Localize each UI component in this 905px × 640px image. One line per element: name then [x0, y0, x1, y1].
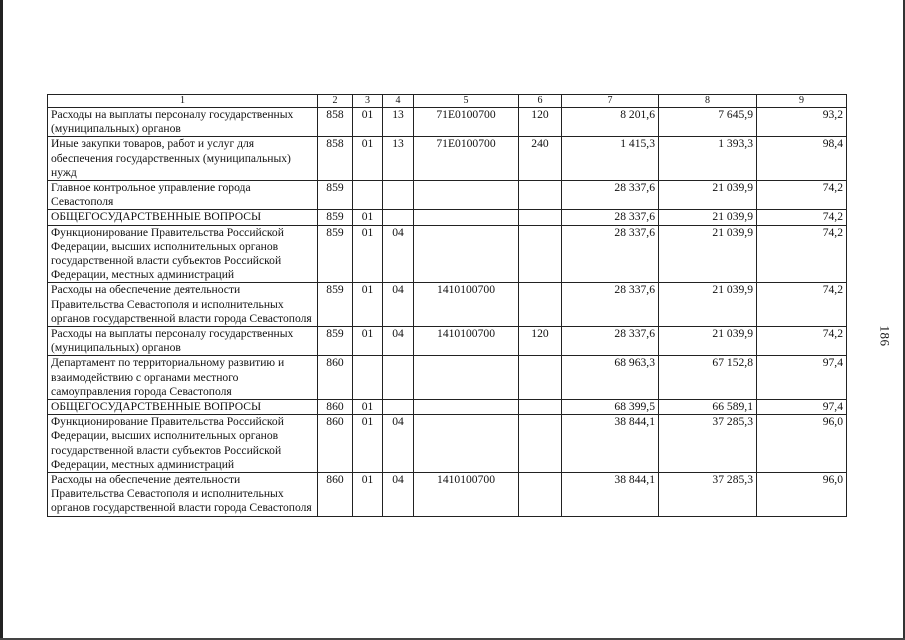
header-col-9: 9 [757, 95, 847, 108]
row-admin-code: 860 [318, 415, 353, 473]
row-planned: 1 415,3 [562, 137, 659, 181]
row-planned: 38 844,1 [562, 415, 659, 473]
row-admin-code: 859 [318, 181, 353, 210]
row-section: 01 [353, 137, 383, 181]
table-row [48, 415, 847, 473]
row-actual: 21 039,9 [659, 181, 757, 210]
row-admin-code: 860 [318, 356, 353, 400]
row-name: Функционирование Правительства Российской Федерации, высших исполнительных органов государственной власти субъектов Российской Федерации, местных администраций [48, 225, 318, 283]
table-row [48, 327, 847, 356]
table-row [48, 473, 847, 517]
row-planned: 28 337,6 [562, 283, 659, 327]
row-subsection: 13 [383, 108, 414, 137]
row-expense-type: 240 [519, 137, 562, 181]
row-expense-type [519, 415, 562, 473]
row-name: ОБЩЕГОСУДАРСТВЕННЫЕ ВОПРОСЫ [48, 400, 318, 415]
row-subsection [383, 400, 414, 415]
row-target-article [414, 181, 519, 210]
row-target-article [414, 210, 519, 225]
row-name: Главное контрольное управление города Севастополя [48, 181, 318, 210]
row-target-article: 1410100700 [414, 283, 519, 327]
row-admin-code: 859 [318, 225, 353, 283]
row-name: Иные закупки товаров, работ и услуг для обеспечения государственных (муниципальных) нужд [48, 137, 318, 181]
header-col-3: 3 [353, 95, 383, 108]
row-expense-type: 120 [519, 108, 562, 137]
row-actual: 21 039,9 [659, 210, 757, 225]
row-expense-type: 120 [519, 327, 562, 356]
row-section [353, 356, 383, 400]
row-target-article: 71Е0100700 [414, 108, 519, 137]
row-planned: 28 337,6 [562, 210, 659, 225]
header-col-1: 1 [48, 95, 318, 108]
row-name: Расходы на выплаты персоналу государственных (муниципальных) органов [48, 327, 318, 356]
table-row [48, 400, 847, 415]
row-section: 01 [353, 327, 383, 356]
row-subsection [383, 210, 414, 225]
row-target-article [414, 225, 519, 283]
table-row [48, 356, 847, 400]
row-subsection [383, 181, 414, 210]
row-percent: 74,2 [757, 225, 847, 283]
row-planned: 28 337,6 [562, 327, 659, 356]
row-target-article [414, 356, 519, 400]
row-section: 01 [353, 283, 383, 327]
row-admin-code: 860 [318, 400, 353, 415]
row-expense-type [519, 210, 562, 225]
row-target-article [414, 415, 519, 473]
row-target-article [414, 400, 519, 415]
table-row [48, 210, 847, 225]
row-actual: 21 039,9 [659, 327, 757, 356]
row-actual: 66 589,1 [659, 400, 757, 415]
row-name: Расходы на обеспечение деятельности Правительства Севастополя и исполнительных органов государственной власти города Севастополя [48, 283, 318, 327]
header-col-7: 7 [562, 95, 659, 108]
header-col-6: 6 [519, 95, 562, 108]
row-subsection: 04 [383, 283, 414, 327]
row-percent: 96,0 [757, 415, 847, 473]
header-col-8: 8 [659, 95, 757, 108]
row-name: Расходы на выплаты персоналу государственных (муниципальных) органов [48, 108, 318, 137]
row-actual: 67 152,8 [659, 356, 757, 400]
table-body [48, 108, 847, 517]
row-name: Расходы на обеспечение деятельности Правительства Севастополя и исполнительных органов государственной власти города Севастополя [48, 473, 318, 517]
row-percent: 98,4 [757, 137, 847, 181]
row-subsection: 04 [383, 327, 414, 356]
header-col-5: 5 [414, 95, 519, 108]
row-name: ОБЩЕГОСУДАРСТВЕННЫЕ ВОПРОСЫ [48, 210, 318, 225]
row-section: 01 [353, 473, 383, 517]
row-expense-type [519, 283, 562, 327]
row-admin-code: 858 [318, 108, 353, 137]
row-percent: 96,0 [757, 473, 847, 517]
row-expense-type [519, 181, 562, 210]
row-percent: 74,2 [757, 210, 847, 225]
scan-edge-left [0, 0, 3, 640]
row-section: 01 [353, 400, 383, 415]
row-planned: 28 337,6 [562, 225, 659, 283]
budget-table [47, 94, 847, 517]
row-section: 01 [353, 108, 383, 137]
row-section: 01 [353, 415, 383, 473]
row-subsection [383, 356, 414, 400]
header-col-2: 2 [318, 95, 353, 108]
row-admin-code: 858 [318, 137, 353, 181]
table-row [48, 283, 847, 327]
row-target-article: 71Е0100700 [414, 137, 519, 181]
row-admin-code: 859 [318, 210, 353, 225]
row-percent: 97,4 [757, 356, 847, 400]
row-percent: 74,2 [757, 327, 847, 356]
row-actual: 7 645,9 [659, 108, 757, 137]
row-subsection: 04 [383, 473, 414, 517]
row-section: 01 [353, 225, 383, 283]
row-planned: 68 963,3 [562, 356, 659, 400]
row-percent: 74,2 [757, 283, 847, 327]
row-planned: 28 337,6 [562, 181, 659, 210]
row-subsection: 04 [383, 225, 414, 283]
row-subsection: 13 [383, 137, 414, 181]
row-name: Департамент по территориальному развитию и взаимодействию с органами местного самоуправления города Севастополя [48, 356, 318, 400]
row-admin-code: 859 [318, 327, 353, 356]
row-section [353, 181, 383, 210]
row-percent: 93,2 [757, 108, 847, 137]
row-percent: 74,2 [757, 181, 847, 210]
row-expense-type [519, 400, 562, 415]
row-planned: 8 201,6 [562, 108, 659, 137]
row-percent: 97,4 [757, 400, 847, 415]
row-admin-code: 860 [318, 473, 353, 517]
table-header-row [48, 95, 847, 108]
table-row [48, 108, 847, 137]
table-row [48, 225, 847, 283]
row-actual: 1 393,3 [659, 137, 757, 181]
row-expense-type [519, 225, 562, 283]
header-col-4: 4 [383, 95, 414, 108]
row-section: 01 [353, 210, 383, 225]
row-subsection: 04 [383, 415, 414, 473]
table-row [48, 137, 847, 181]
table-row [48, 181, 847, 210]
row-expense-type [519, 356, 562, 400]
row-name: Функционирование Правительства Российской Федерации, высших исполнительных органов государственной власти субъектов Российской Федерации, местных администраций [48, 415, 318, 473]
row-planned: 38 844,1 [562, 473, 659, 517]
row-planned: 68 399,5 [562, 400, 659, 415]
row-expense-type [519, 473, 562, 517]
row-target-article: 1410100700 [414, 473, 519, 517]
row-actual: 21 039,9 [659, 225, 757, 283]
row-actual: 21 039,9 [659, 283, 757, 327]
page-number: 186 [877, 325, 893, 347]
row-actual: 37 285,3 [659, 473, 757, 517]
row-actual: 37 285,3 [659, 415, 757, 473]
row-admin-code: 859 [318, 283, 353, 327]
row-target-article: 1410100700 [414, 327, 519, 356]
